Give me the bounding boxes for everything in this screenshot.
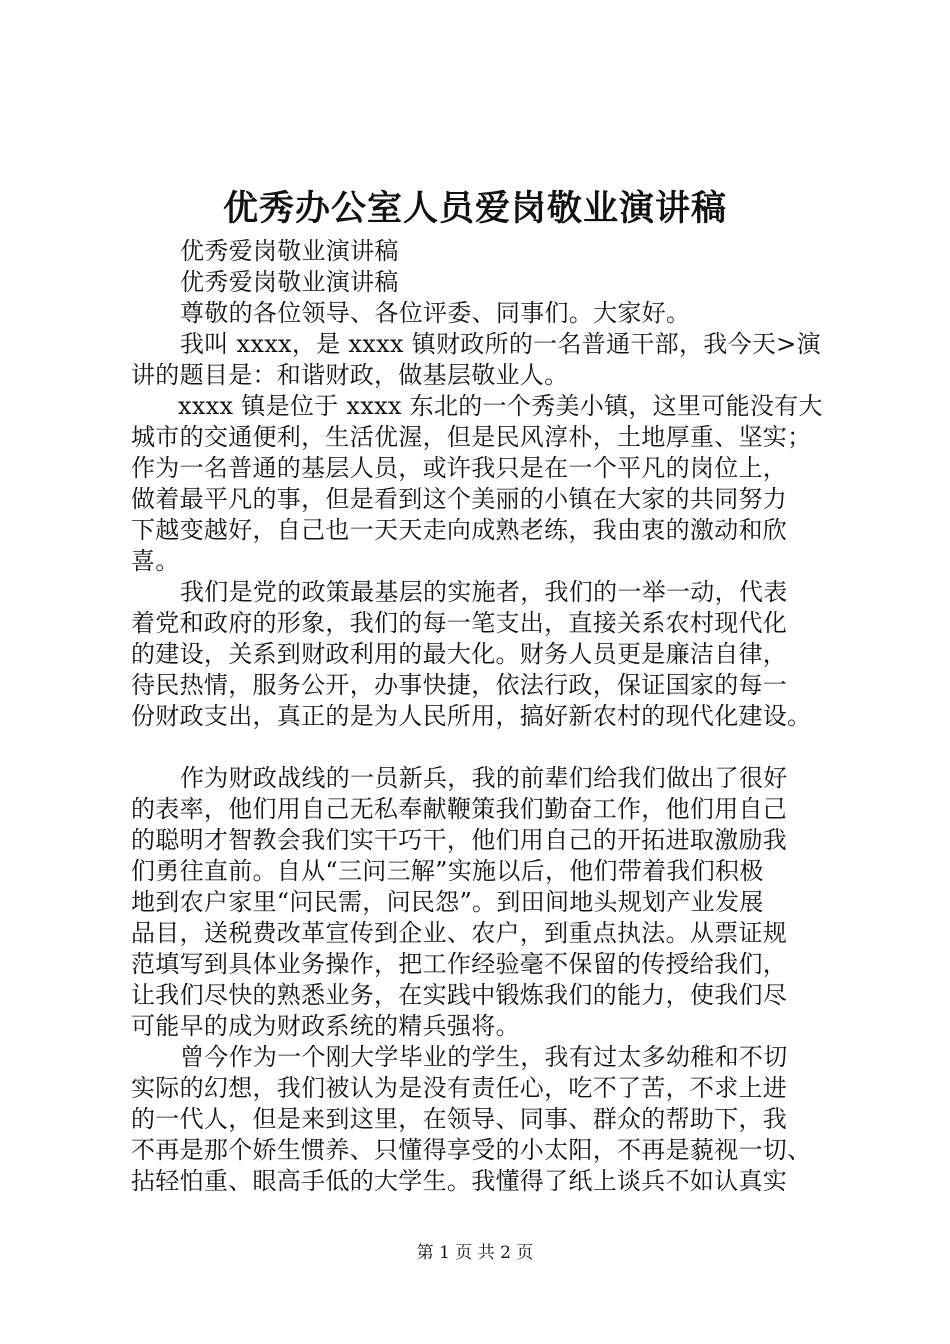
text-line: 范填写到具体业务操作，把工作经验毫不保留的传授给我们， <box>131 950 788 978</box>
text-line: 不再是那个娇生惯养、只懂得享受的小太阳，不再是藐视一切、 <box>131 1136 812 1164</box>
text-line: 们勇往直前。自从“三问三解”实施以后，他们带着我们积极 <box>131 857 764 885</box>
text-line: 品目，送税费改革宣传到企业、农户，到重点执法。从票证规 <box>131 919 788 947</box>
document-title: 优秀办公室人员爱岗敬业演讲稿 <box>222 188 727 229</box>
text-line: 让我们尽快的熟悉业务，在实践中锻炼我们的能力，使我们尽 <box>131 981 788 1009</box>
text-line: 实际的幻想，我们被认为是没有责任心，吃不了苦，不求上进 <box>131 1074 788 1102</box>
page-footer: 第 1 页 共 2 页 <box>416 1243 534 1263</box>
text-line: 曾今作为一个刚大学毕业的学生，我有过太多幼稚和不切 <box>180 1043 788 1071</box>
text-line: 喜。 <box>131 547 180 575</box>
text-line: 作为一名普通的基层人员，或许我只是在一个平凡的岗位上， <box>131 454 788 482</box>
text-line: 的表率，他们用自己无私奉献鞭策我们勤奋工作，他们用自己 <box>131 795 788 823</box>
document-body <box>131 236 831 1197</box>
text-line: 可能早的成为财政系统的精兵强将。 <box>131 1012 520 1040</box>
text-line: 的聪明才智教会我们实干巧干，他们用自己的开拓进取激励我 <box>131 826 788 854</box>
text-line-subtitle-1: 优秀爱岗敬业演讲稿 <box>180 237 399 265</box>
text-line: 份财政支出，真正的是为人民所用，搞好新农村的现代化建设。 <box>131 702 812 730</box>
text-line: 我叫 xxxx，是 xxxx 镇财政所的一名普通干部，我今天>演 <box>180 330 821 358</box>
text-line: 拈轻怕重、眼高手低的大学生。我懂得了纸上谈兵不如认真实 <box>131 1167 788 1195</box>
text-line: 作为财政战线的一员新兵，我的前辈们给我们做出了很好 <box>180 764 788 792</box>
text-line: 做着最平凡的事，但是看到这个美丽的小镇在大家的共同努力 <box>131 485 788 513</box>
blank-line <box>131 732 831 763</box>
text-line: 下越变越好，自己也一天天走向成熟老练，我由衷的激动和欣 <box>131 516 788 544</box>
text-line: 的一代人，但是来到这里，在领导、同事、群众的帮助下，我 <box>131 1105 788 1133</box>
text-line: 的建设，关系到财政利用的最大化。财务人员更是廉洁自律， <box>131 640 788 668</box>
text-line: 地到农户家里“问民需，问民怨”。到田间地头规划产业发展 <box>131 888 764 916</box>
text-line: 待民热情，服务公开，办事快捷，依法行政，保证国家的每一 <box>131 671 788 699</box>
text-line: 我们是党的政策最基层的实施者，我们的一举一动，代表 <box>180 578 788 606</box>
text-line: 着党和政府的形象，我们的每一笔支出，直接关系农村现代化 <box>131 609 788 637</box>
text-line: 城市的交通便利，生活优渥，但是民风淳朴，土地厚重、坚实； <box>131 423 812 451</box>
text-line: 讲的题目是：和谐财政，做基层敬业人。 <box>131 361 569 389</box>
text-line-subtitle-2: 优秀爱岗敬业演讲稿 <box>180 268 399 296</box>
text-line: xxxx 镇是位于 xxxx 东北的一个秀美小镇，这里可能没有大 <box>178 392 823 420</box>
text-line-greeting: 尊敬的各位领导、各位评委、同事们。大家好。 <box>180 299 691 327</box>
